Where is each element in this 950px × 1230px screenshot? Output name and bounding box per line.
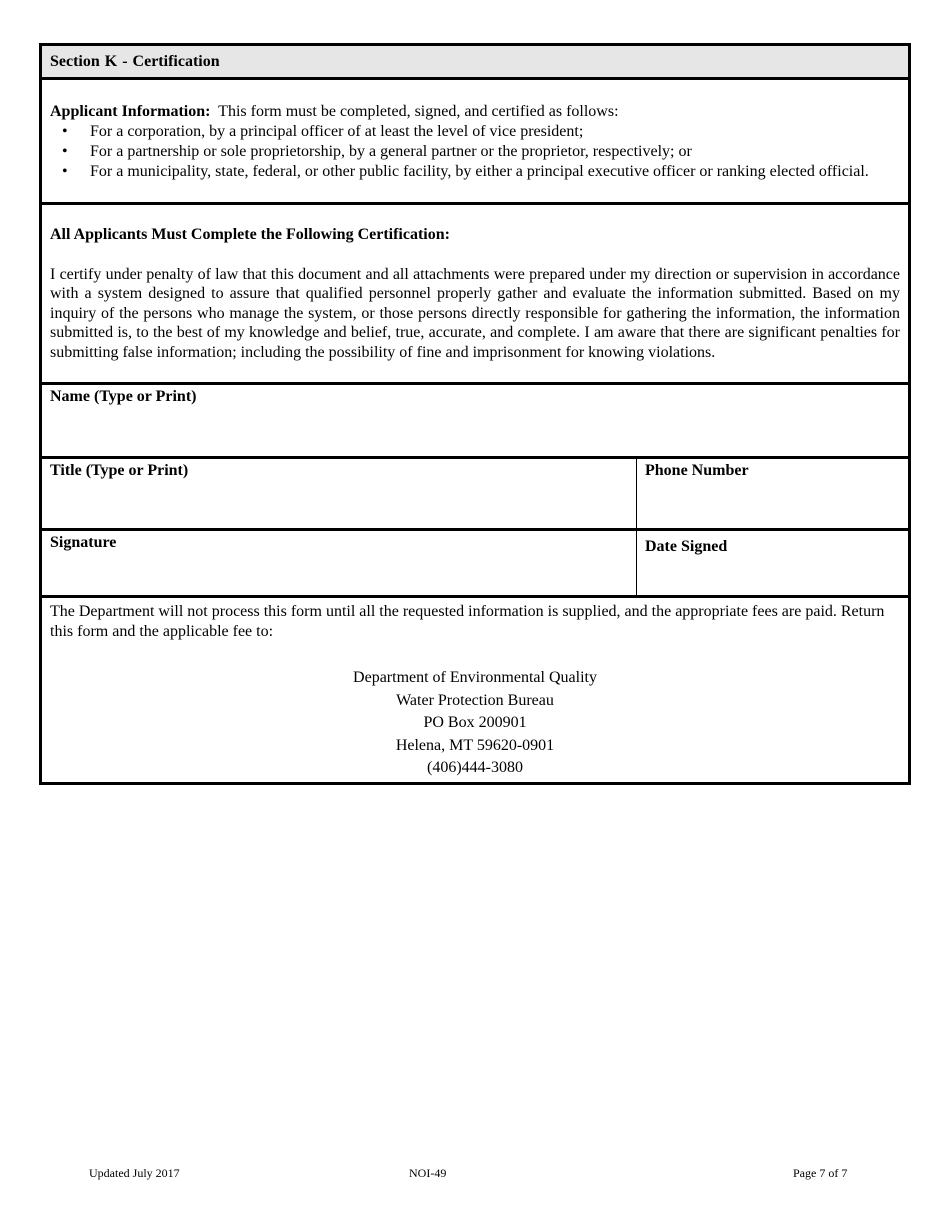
certification-form	[39, 43, 911, 785]
address-phone: (406)444-3080	[427, 759, 523, 776]
applicant-list	[50, 122, 900, 182]
name-field-row	[42, 382, 908, 456]
applicant-information	[42, 77, 908, 202]
applicant-intro	[50, 102, 900, 122]
address-line: Water Protection Bureau	[396, 691, 554, 709]
footer-updated: Updated July 2017	[89, 1166, 180, 1180]
signature-field[interactable]	[42, 531, 636, 595]
certification-text: I certify under penalty of law that this document and all attachments were prepared under my direction or supervision in accordance with a system designed to assure that qualified personnel properly gather and evaluate the information submitted. Based on my inquiry of the persons who manage the system, or those persons directly responsible for gathering the information, the information submitted is, to the best of my knowledge and belief, true, accurate, and complete. I am aware that there are significant penalties for submitting false information; including the possibility of fine and imprisonment for knowing violations.	[50, 265, 900, 361]
signature-label: Signature	[50, 534, 117, 551]
applicant-label: Applicant Information:	[50, 103, 211, 120]
address-line: PO Box 200901	[423, 714, 527, 731]
bullet-icon: •	[62, 123, 68, 140]
name-field[interactable]	[42, 385, 908, 456]
list-item: • For a partnership or sole proprietorship, by a general partner or the proprietor, respectively; or	[62, 143, 692, 160]
applicant-intro-text: This form must be completed, signed, and certified as follows:	[218, 103, 619, 120]
address-line: Department of Environmental Quality	[353, 669, 597, 686]
phone-label: Phone Number	[645, 462, 749, 479]
footer-form-id: NOI-49	[409, 1166, 447, 1180]
submission-notice	[42, 595, 908, 782]
title-label: Title (Type or Print)	[50, 462, 189, 479]
signature-date-row	[42, 528, 908, 595]
list-item: • For a municipality, state, federal, or other public facility, by either a principal executive officer or ranking elected official.	[62, 163, 869, 180]
address-line: Helena, MT 59620-0901	[395, 736, 555, 754]
section-title: Section K - Certification	[50, 53, 220, 70]
title-field[interactable]	[42, 459, 636, 528]
bullet-icon: •	[62, 143, 68, 160]
certification-heading: All Applicants Must Complete the Following Certification:	[50, 226, 450, 243]
footer-page-number: Page 7 of 7	[793, 1166, 848, 1180]
phone-field[interactable]	[636, 459, 908, 528]
date-signed-label: Date Signed	[645, 538, 728, 555]
certification-statement	[42, 202, 908, 382]
date-signed-field[interactable]	[636, 531, 908, 595]
name-label: Name (Type or Print)	[50, 388, 197, 405]
list-item: • For a corporation, by a principal officer of at least the level of vice president;	[62, 123, 584, 140]
bullet-icon: •	[62, 163, 68, 180]
title-phone-row	[42, 456, 908, 528]
mailing-address	[50, 667, 900, 782]
section-header	[42, 46, 908, 77]
notice-text: The Department will not process this form until all the requested information is supplied, and the appropriate fees are paid. Return this form and the applicable fee to:	[50, 603, 885, 640]
